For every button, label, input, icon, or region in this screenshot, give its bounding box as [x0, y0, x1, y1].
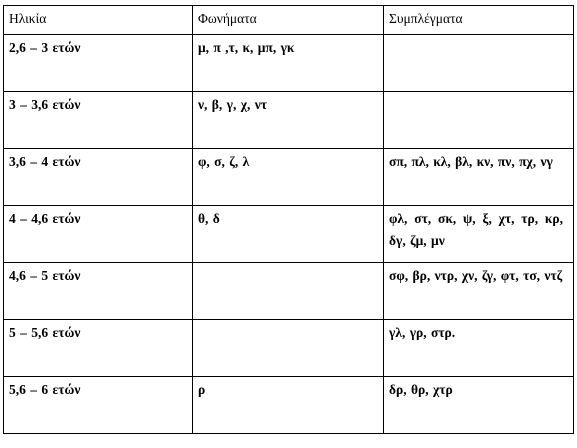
table-row [4, 92, 574, 149]
age-cell [4, 320, 193, 377]
clusters-cell [384, 320, 574, 377]
clusters-value: σπ, πλ, κλ, βλ, κν, πν, πχ, νγ [389, 154, 553, 169]
age-value: 3,6 – 4 ετών [9, 154, 81, 169]
age-value: 2,6 – 3 ετών [9, 40, 81, 55]
phonemes-value: ρ [198, 382, 206, 397]
age-value: 5 – 5,6 ετών [9, 325, 81, 340]
age-value: 4 – 4,6 ετών [9, 211, 81, 226]
table-row [4, 149, 574, 206]
phoneme-age-table [3, 5, 574, 434]
age-cell [4, 377, 193, 434]
age-cell [4, 35, 193, 92]
clusters-value: γλ, γρ, στρ. [389, 325, 456, 340]
phonemes-cell [193, 377, 384, 434]
clusters-value: δρ, θρ, χτρ [389, 382, 453, 397]
phonemes-cell [193, 35, 384, 92]
age-cell [4, 206, 193, 263]
header-clusters-label: Συμπλέγματα [389, 11, 463, 26]
clusters-cell [384, 377, 574, 434]
phonemes-value: φ, σ, ζ, λ [198, 154, 250, 169]
table-row [4, 206, 574, 263]
phonemes-cell [193, 320, 384, 377]
table-row [4, 320, 574, 377]
clusters-cell [384, 92, 574, 149]
phonemes-cell [193, 149, 384, 206]
age-value: 5,6 – 6 ετών [9, 382, 81, 397]
phonemes-cell [193, 263, 384, 320]
age-cell [4, 92, 193, 149]
clusters-cell [384, 263, 574, 320]
header-age-label: Ηλικία [9, 11, 47, 26]
phonemes-value: μ, π ,τ, κ, μπ, γκ [198, 40, 295, 55]
header-phonemes [193, 6, 384, 35]
table-row [4, 263, 574, 320]
table-row [4, 35, 574, 92]
header-age [4, 6, 193, 35]
table-header-row [4, 6, 574, 35]
phonemes-cell [193, 92, 384, 149]
age-value: 3 – 3,6 ετών [9, 97, 81, 112]
clusters-cell [384, 149, 574, 206]
clusters-value: φλ, στ, σκ, ψ, ξ, χτ, τρ, κρ, δγ, ζμ, μν [389, 211, 563, 248]
clusters-value: σφ, βρ, ντρ, χν, ζγ, φτ, τσ, ντζ [389, 268, 563, 283]
age-cell [4, 149, 193, 206]
header-clusters [384, 6, 574, 35]
age-cell [4, 263, 193, 320]
header-phonemes-label: Φωνήματα [198, 11, 257, 26]
clusters-cell [384, 35, 574, 92]
phonemes-value: ν, β, γ, χ, ντ [198, 97, 267, 112]
phonemes-value: θ, δ [198, 211, 220, 226]
table-row [4, 377, 574, 434]
age-value: 4,6 – 5 ετών [9, 268, 81, 283]
clusters-cell [384, 206, 574, 263]
phonemes-cell [193, 206, 384, 263]
